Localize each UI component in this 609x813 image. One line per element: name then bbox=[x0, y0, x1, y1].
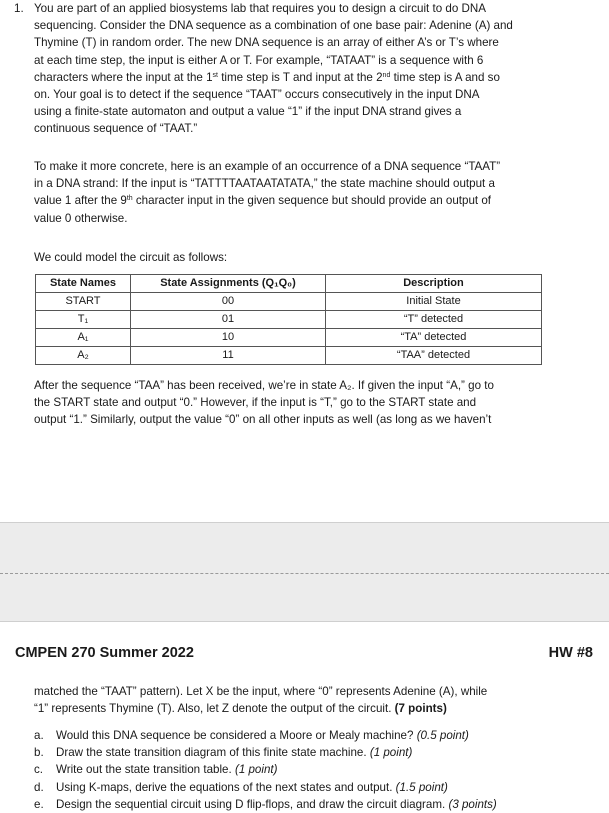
column-header: State Names bbox=[36, 275, 131, 293]
problem-intro-paragraph bbox=[34, 0, 594, 138]
total-points: (7 points) bbox=[394, 702, 447, 716]
list-item: d. Using K-maps, derive the equations of the next states and output. (1.5 point) bbox=[34, 780, 448, 794]
state-assignment-cell: 10 bbox=[131, 329, 326, 347]
state-name-cell: A₂ bbox=[36, 347, 131, 365]
model-intro: We could model the circuit as follows: bbox=[34, 251, 228, 264]
text-line: the START state and output “0.” However, if the input is “T,” go to the START state and bbox=[34, 396, 477, 410]
text-line: value 0 otherwise. bbox=[34, 211, 128, 225]
page-break-dashed-line bbox=[0, 573, 609, 574]
homework-number: HW #8 bbox=[548, 645, 593, 661]
course-header: CMPEN 270 Summer 2022 bbox=[15, 645, 194, 661]
description-cell: Initial State bbox=[326, 293, 542, 311]
text-line: Thymine (T) in random order. The new DNA sequence is an array of either A’s or T’s where bbox=[34, 36, 499, 50]
description-cell: “T” detected bbox=[326, 311, 542, 329]
text-line: continuous sequence of “TAAT.” bbox=[34, 122, 198, 136]
page-edge-divider bbox=[0, 621, 609, 622]
state-assignment-cell: 01 bbox=[131, 311, 326, 329]
table-header-row bbox=[36, 275, 542, 293]
state-assignment-table bbox=[35, 274, 542, 365]
state-assignment-cell: 00 bbox=[131, 293, 326, 311]
text-line: You are part of an applied biosystems lab that requires you to design a circuit to do DNA bbox=[34, 2, 486, 15]
page-break-gap bbox=[0, 522, 609, 622]
question-parts-list bbox=[34, 727, 594, 813]
text-line: After the sequence “TAA” has been received, we’re in state A₂. If given the input “A,” go to bbox=[34, 379, 494, 392]
table-row bbox=[36, 329, 542, 347]
text-line: value 1 after the 9th character input in the given sequence but should provide an output of bbox=[34, 194, 492, 208]
column-header: Description bbox=[326, 275, 542, 293]
state-name-cell: A₁ bbox=[36, 329, 131, 347]
text-line: using a finite-state automaton and output a value “1” if the input DNA strand gives a bbox=[34, 105, 462, 119]
state-name-cell: START bbox=[36, 293, 131, 311]
list-item: c. Write out the state transition table. (1 point) bbox=[34, 763, 278, 777]
page-edge-divider bbox=[0, 522, 609, 523]
description-cell: “TAA” detected bbox=[326, 347, 542, 365]
text-line: sequencing. Consider the DNA sequence as a combination of one base pair: Adenine (A) and bbox=[34, 19, 513, 33]
text-line: at each time step, the input is either A or T. For example, “TATAAT” is a sequence with 6 bbox=[34, 53, 484, 67]
text-line: on. Your goal is to detect if the sequence “TAAT” occurs consecutively in the input DNA bbox=[34, 88, 480, 102]
description-cell: “TA” detected bbox=[326, 329, 542, 347]
transition-paragraph bbox=[34, 377, 594, 429]
text-line: To make it more concrete, here is an example of an occurrence of a DNA sequence “TAAT” bbox=[34, 160, 501, 173]
text-line: matched the “TAAT” pattern). Let X be the input, where “0” represents Adenine (A), while bbox=[34, 685, 488, 698]
question-number: 1. bbox=[14, 2, 24, 15]
list-item: a. Would this DNA sequence be considered a Moore or Mealy machine? (0.5 point) bbox=[34, 729, 469, 742]
list-item: b. Draw the state transition diagram of this finite state machine. (1 point) bbox=[34, 746, 413, 760]
table-row bbox=[36, 347, 542, 365]
text-line: “1” represents Thymine (T). Also, let Z denote the output of the circuit. (7 points) bbox=[34, 702, 447, 716]
state-assignment-cell: 11 bbox=[131, 347, 326, 365]
table-row bbox=[36, 293, 542, 311]
list-item: e. Design the sequential circuit using D flip-flops, and draw the circuit diagram. (3 points) bbox=[34, 797, 497, 811]
text-line: characters where the input at the 1st time step is T and input at the 2nd time step is A and so bbox=[34, 70, 500, 84]
column-header: State Assignments (Q₁Q₀) bbox=[131, 275, 326, 293]
continuation-paragraph bbox=[34, 683, 594, 717]
table-row bbox=[36, 311, 542, 329]
state-name-cell: T₁ bbox=[36, 311, 131, 329]
example-paragraph bbox=[34, 158, 594, 227]
text-line: in a DNA strand: If the input is “TATTTTAATAATATATA,” the state machine should output a bbox=[34, 177, 495, 191]
text-line: output “1.” Similarly, output the value “0” on all other inputs as well (as long as we haven’t bbox=[34, 413, 492, 427]
